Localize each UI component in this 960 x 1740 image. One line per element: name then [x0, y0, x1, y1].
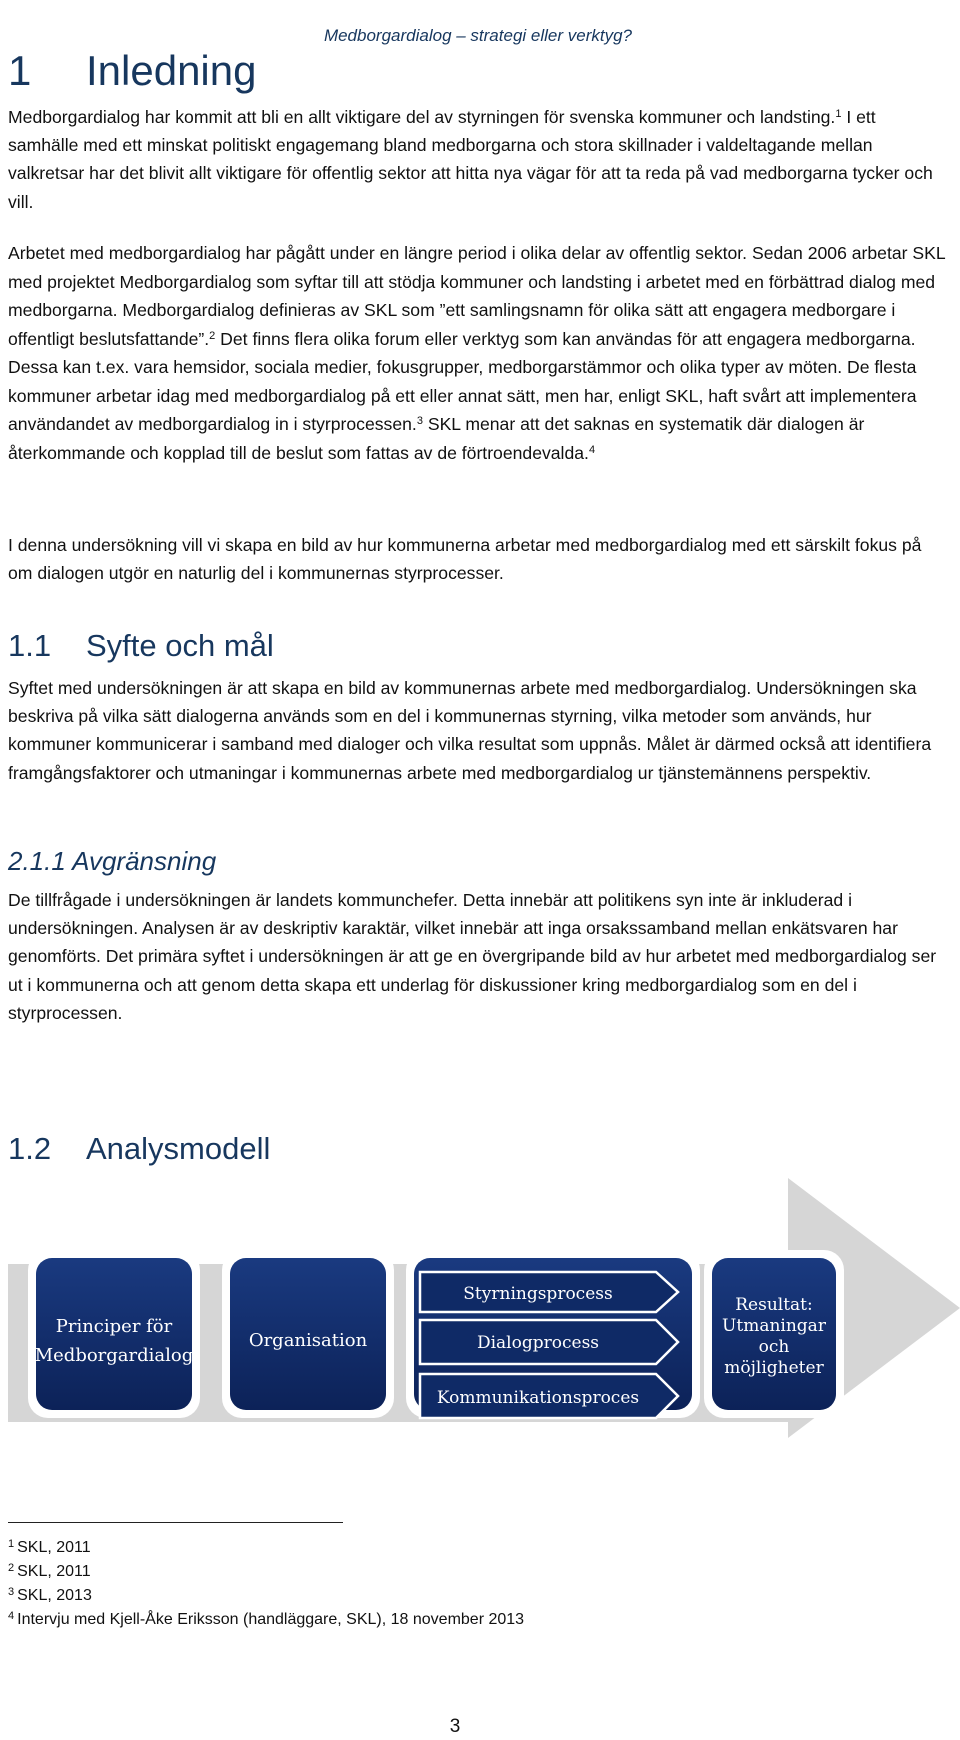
process-arrow-dialog	[420, 1320, 678, 1364]
paragraph-syfte: Syftet med undersökningen är att skapa en bild av kommunernas arbete med medborgardialog. Undersökningen ska beskriva på vilka sätt dialogerna används som en del i kommunernas styrning, vilka metoder som används, hur kommuner kommunicerar i samband med dialoger och vilka resultat som uppnås. Målet är därmed också att identifiera framgångsfaktorer och utmaningar i kommunernas arbete med medborgardialog ur tjänstemännens perspektiv.	[8, 678, 932, 783]
footnotes	[8, 1536, 524, 1632]
heading-number: 1.1	[8, 628, 52, 663]
box-resultat	[704, 1250, 844, 1418]
box-organisation-label: Organisation	[248, 1330, 368, 1351]
heading-avgransning: 2.1.1 Avgränsning	[8, 846, 217, 876]
heading-analysmodell	[8, 1133, 270, 1164]
paragraph-intro: Medborgardialog har kommit att bli en allt viktigare del av styrningen för svenska kommuner och landsting.$^1$ I ett samhälle med ett minskat politiskt engagemang bland medborgarna och stora skillnader i valdeltagande mellan valkretsar har det blivit allt viktigare för offentlig sektor att hitta nya vägar för att ta reda på vad medborgarna tycker och vill.	[8, 107, 933, 212]
process-kommunikation-label: Kommunikationsproces	[436, 1388, 640, 1408]
box-resultat-line3: och	[758, 1337, 790, 1357]
heading-title: Inledning	[86, 47, 257, 94]
analysis-model-diagram	[8, 1178, 960, 1438]
process-arrow-styrning	[420, 1272, 678, 1312]
paragraph-avgransning: De tillfrågade i undersökningen är landets kommunchefer. Detta innebär att politikens syn inte är inkluderad i undersökningen. Analysen är av deskriptiv karaktär, vilket innebär att inga orsakssamband mellan enkätsvaren har genomförts. Det primära syftet i undersökningen är att ge en övergripande bild av hur arbetet med medborgardialog ser ut i kommunerna och att genom detta skapa ett underlag för diskussioner kring medborgardialog som en del i styrprocessen.	[8, 890, 937, 1023]
box-principer	[28, 1250, 200, 1418]
heading-title: Analysmodell	[86, 1131, 271, 1166]
process-arrow-kommunikation	[420, 1374, 678, 1418]
box-principer-line1: Principer för	[55, 1316, 173, 1337]
footnote-4: $^4$ Intervju med Kjell-Åke Eriksson (handläggare, SKL), 18 november 2013	[8, 1610, 525, 1628]
footnote-ref: 2	[209, 329, 216, 342]
paragraph-skl: Arbetet med medborgardialog har pågått under en längre period i olika delar av offentlig sektor. Sedan 2006 arbetar SKL med projektet Medborgardialog som syftar till att stödja kommuner och landsting i arbetet med en förbättrad dialog med medborgarna. Medborgardialog definieras av SKL som ”ett samlingsnamn för olika sätt att engagera medborgare i offentligt beslutsfattande”.$^2$ Det finns flera olika forum eller verktyg som kan användas för att engagera medborgarna. Dessa kan t.ex. vara hemsidor, sociala medier, fokusgrupper, medborgarstämmor och olika typer av möten. De flesta kommuner arbetar idag med medborgardialog på ett eller annat sätt, men har, enligt SKL, haft svårt att implementera användandet av medborgardialog in i styrprocessen.$^3$ SKL menar att det saknas en systematik där dialogen är återkommande och kopplad till de beslut som fattas av de förtroendevalda.$^4$	[8, 243, 945, 463]
box-organisation	[222, 1250, 394, 1418]
heading-syfte	[8, 630, 274, 661]
footnote-separator	[8, 1522, 343, 1523]
paragraph-undersokning: I denna undersökning vill vi skapa en bild av hur kommunerna arbetar med medborgardialog med ett särskilt fokus på om dialogen utgör en naturlig del i kommunernas styrprocesser.	[8, 535, 922, 584]
box-principer-line2: Medborgardialog	[34, 1345, 194, 1366]
process-dialog-label: Dialogprocess	[476, 1333, 600, 1353]
running-header: Medborgardialog – strategi eller verktyg?	[323, 26, 632, 45]
box-resultat-line1: Resultat:	[735, 1295, 813, 1315]
footnote-3: $^3$ SKL, 2013	[8, 1586, 92, 1604]
box-resultat-line2: Utmaningar	[722, 1316, 826, 1336]
heading-inledning	[8, 47, 257, 94]
footnote-ref: 3	[416, 415, 423, 427]
process-styrning-label: Styrningsprocess	[463, 1284, 613, 1304]
heading-number: 1.2	[8, 1131, 52, 1166]
heading-number: 1	[8, 47, 32, 94]
footnote-1: $^1$ SKL, 2011	[8, 1538, 91, 1556]
page-number: 3	[449, 1716, 461, 1737]
footnote-ref: 4	[588, 443, 596, 456]
footnote-ref: 1	[835, 108, 842, 120]
box-resultat-line4: möjligheter	[724, 1358, 824, 1378]
footnote-2: $^2$ SKL, 2011	[8, 1562, 91, 1580]
heading-title: Syfte och mål	[86, 628, 274, 663]
box-processes	[406, 1250, 700, 1418]
